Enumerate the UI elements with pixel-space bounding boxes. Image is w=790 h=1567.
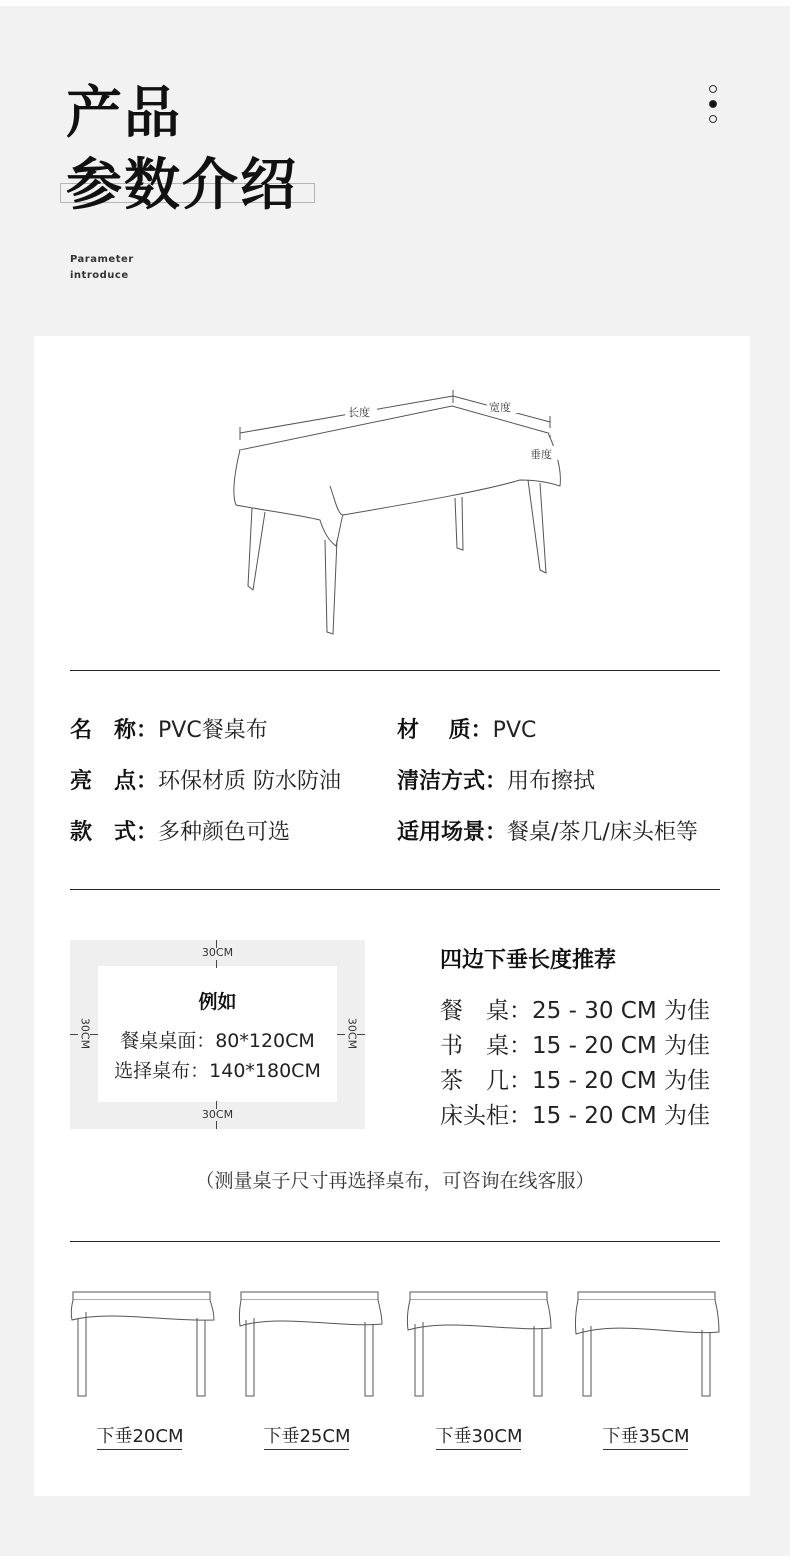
spec-label: 款 式：: [70, 820, 159, 845]
spec-value: PVC: [492, 718, 537, 743]
dim-right-label: 30CM: [345, 1017, 359, 1050]
measure-note: （测量桌子尺寸再选择桌布，可咨询在线客服）: [195, 1170, 595, 1192]
drop-35-label: 下垂35CM: [602, 1426, 690, 1447]
subtitle-line2: introduce: [70, 270, 129, 281]
dim-top-label: 30CM: [201, 946, 234, 959]
drop-20-label: 下垂20CM: [96, 1426, 184, 1447]
dim-bottom-label: 30CM: [201, 1108, 234, 1121]
spec-label: 清洁方式：: [397, 769, 508, 794]
width-label: 宽度: [489, 401, 511, 414]
spec-value: 多种颜色可选: [158, 820, 291, 845]
drop-underline: [603, 1449, 688, 1450]
length-label: 长度: [348, 406, 370, 419]
dim-left-label: 30CM: [78, 1017, 92, 1050]
spec-value: 环保材质 防水防油: [158, 769, 342, 794]
drop-underline: [264, 1449, 349, 1450]
drop-30-label: 下垂30CM: [435, 1426, 523, 1447]
drop-underline: [436, 1449, 521, 1450]
spec-label: 适用场景：: [397, 820, 508, 845]
page-title-line1: 产品: [66, 81, 182, 146]
example-line-table: 餐桌桌面：80*120CM: [120, 1030, 315, 1052]
drop-25-label: 下垂25CM: [263, 1426, 351, 1447]
drop-underline: [97, 1449, 182, 1450]
example-title: 例如: [198, 991, 237, 1013]
page-title-line2: 参数介绍: [66, 153, 298, 218]
spec-label: 亮 点：: [70, 769, 159, 794]
spec-value: 用布擦拭: [507, 769, 596, 794]
spec-value: 餐桌/茶几/床头柜等: [507, 820, 698, 845]
spec-label: 名 称：: [70, 718, 159, 743]
spec-value: PVC餐桌布: [158, 718, 268, 743]
recommend-row: 书 桌：15 - 20 CM 为佳: [440, 1033, 710, 1059]
recommend-row: 茶 几：15 - 20 CM 为佳: [440, 1068, 710, 1094]
recommend-row: 床头柜：15 - 20 CM 为佳: [440, 1103, 710, 1129]
spec-label: 材 质：: [397, 718, 493, 743]
recommend-row: 餐 桌：25 - 30 CM 为佳: [440, 998, 710, 1024]
example-line-cloth: 选择桌布：140*180CM: [114, 1060, 321, 1082]
drop-label: 垂度: [530, 448, 552, 461]
recommend-title: 四边下垂长度推荐: [440, 948, 617, 973]
subtitle-line1: Parameter: [70, 254, 134, 265]
